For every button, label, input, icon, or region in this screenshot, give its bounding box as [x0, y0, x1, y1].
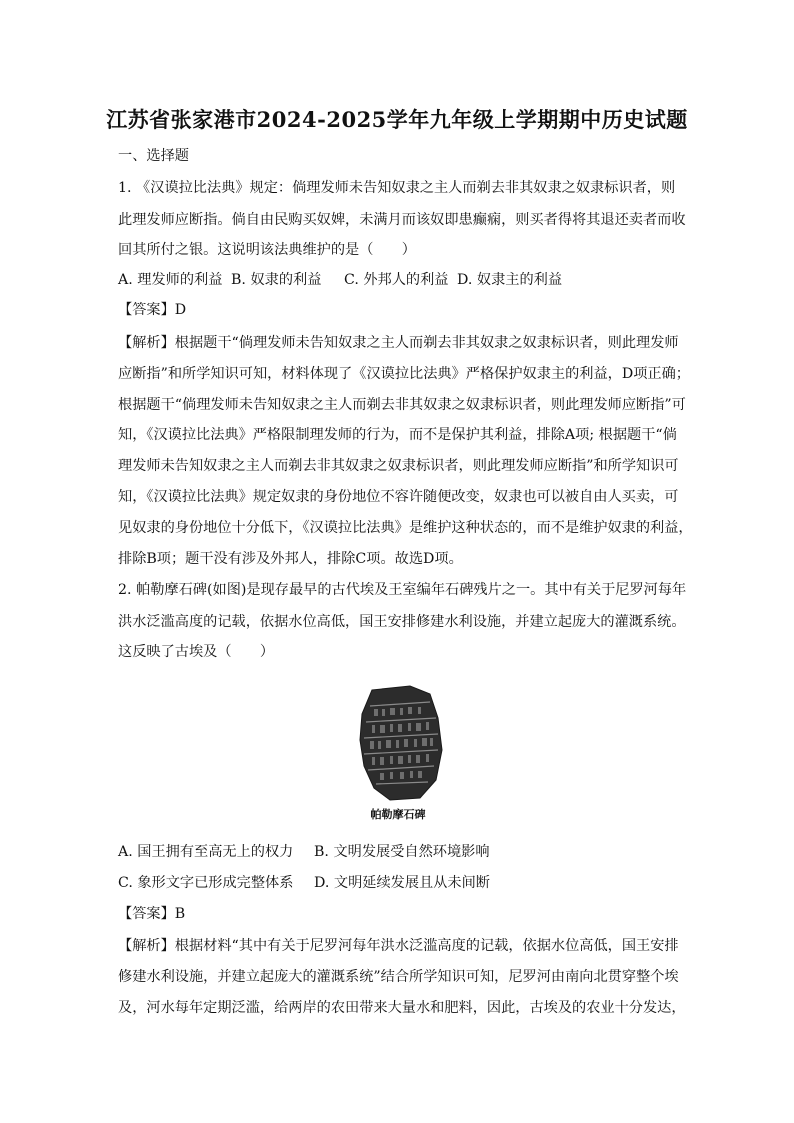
q2-option-a: A. 国王拥有至高无上的权力 — [118, 844, 294, 860]
q1-option-b: B. 奴隶的利益 — [231, 272, 322, 288]
q1-analysis-line-1: 【解析】根据题干“倘理发师未告知奴隶之主人而剃去非其奴隶之奴隶标识者，则此理发师 — [118, 335, 679, 351]
q2-analysis-line-2: 修建水利设施，并建立起庞大的灌溉系统”结合所学知识可知，尼罗河由南向北贯穿整个埃 — [118, 969, 679, 985]
q1-analysis-line-8: 排除B项；题干没有涉及外邦人，排除C项。故选D项。 — [118, 551, 463, 567]
q2-option-c: C. 象形文字已形成完整体系 — [118, 875, 294, 891]
q1-answer: 【答案】D — [118, 302, 187, 318]
q2-stem-line-2: 洪水泛滥高度的记载，依据水位高低，国王安排修建水利设施，并建立起庞大的灌溉系统。 — [118, 614, 686, 630]
q1-analysis-line-2: 应断指”和所学知识可知，材料体现了《汉谟拉比法典》严格保护奴隶主的利益，D项正确； — [118, 366, 690, 382]
q1-analysis-line-3: 根据题干“倘理发师未告知奴隶之主人而剃去非其奴隶之奴隶标识者，则此理发师应断指”可 — [118, 397, 686, 413]
q1-analysis-line-4: 知，《汉谟拉比法典》严格限制理发师的行为，而不是保护其利益，排除A项; 根据题干“倘 — [118, 427, 677, 443]
q1-option-d: D. 奴隶主的利益 — [457, 272, 563, 288]
section-heading: 一、选择题 — [118, 148, 189, 164]
q2-answer: 【答案】B — [118, 906, 186, 922]
page-title: 江苏省张家港市2024-2025学年九年级上学期期中历史试题 — [106, 107, 688, 132]
figure-caption: 帕勒摩石碑 — [370, 808, 426, 821]
q1-analysis-line-7: 见奴隶的身份地位十分低下，《汉谟拉比法典》是维护这种状态的，而不是维护奴隶的利益， — [118, 520, 693, 536]
q1-stem-line-2: 此理发师应断指。倘自由民购买奴婢，未满月而该奴即患癫痫，则买者得将其退还卖者而收 — [118, 212, 686, 228]
q2-analysis-line-1: 【解析】根据材料“其中有关于尼罗河每年洪水泛滥高度的记载，依据水位高低，国王安排 — [118, 938, 679, 954]
palermo-stone-image — [350, 684, 446, 802]
q2-stem-line-1: 2. 帕勒摩石碑(如图)是现存最早的古代埃及王室编年石碑残片之一。其中有关于尼罗河每年 — [118, 582, 687, 598]
q1-stem-line-1: 1. 《汉谟拉比法典》规定：倘理发师未告知奴隶之主人而剃去非其奴隶之奴隶标识者，则 — [118, 180, 676, 196]
q2-stem-line-3: 这反映了古埃及（ ） — [118, 644, 275, 660]
q1-analysis-line-6: 知，《汉谟拉比法典》规定奴隶的身份地位不容许随便改变，奴隶也可以被自由人买卖，可 — [118, 489, 679, 505]
q1-option-a: A. 理发师的利益 — [118, 272, 223, 288]
q1-analysis-line-5: 理发师未告知奴隶之主人而剃去非其奴隶之奴隶标识者，则此理发师应断指”和所学知识可 — [118, 458, 679, 474]
q2-option-d: D. 文明延续发展且从未间断 — [314, 875, 490, 891]
q1-stem-line-3: 回其所付之银。这说明该法典维护的是（ ） — [118, 242, 416, 258]
q2-analysis-line-3: 及，河水每年定期泛滥，给两岸的农田带来大量水和肥料，因此，古埃及的农业十分发达， — [118, 1000, 686, 1016]
q2-option-b: B. 文明发展受自然环境影响 — [314, 844, 490, 860]
q1-option-c: C. 外邦人的利益 — [344, 272, 449, 288]
